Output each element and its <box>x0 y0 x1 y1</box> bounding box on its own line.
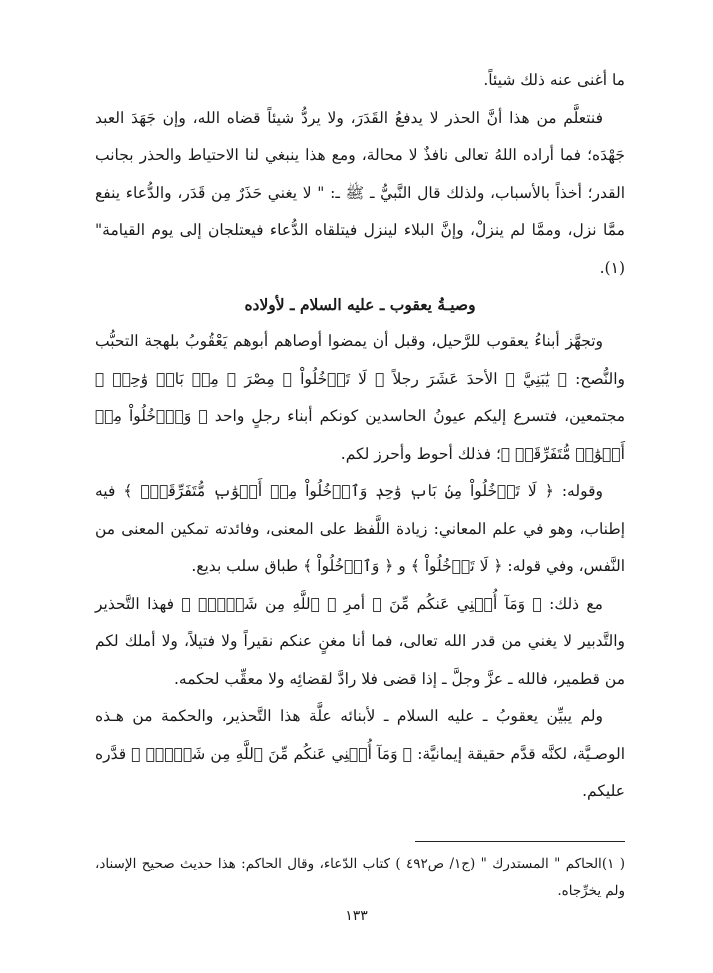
paragraph-decree: مع ذلك: ﴿ وَمَآ أُغۡنِي عَنكُم مِّنَ ﴾ أمرِ ﴿ ٱللَّهِ مِن شَيۡءٍۖ ﴾ فهذا التَّحذير والتَّدبير لا يغني من قدر الله تعالى، فما أنا مغنٍ عنكم نقيراً ولا فتيلاً، ولا أملك لكم من قطمير، فالله ـ عزَّ وجلَّ ـ إذا قضى فلا رادَّ لقضائِه ولا معقِّب لحكمه. <box>95 594 625 688</box>
paragraph-intro: ما أغنى عنه ذلك شيئاً. <box>483 71 625 89</box>
page-number: ١٣٣ <box>345 908 368 924</box>
footnote-divider <box>415 841 625 842</box>
main-text <box>95 62 625 811</box>
section-heading: وصيـةُ يعقوب ـ عليه السلام ـ لأولاده <box>244 295 476 314</box>
paragraph-conclusion: ولم يبيِّن يعقوبُ ـ عليه السلام ـ لأبنائه علَّة هذا التَّحذير، والحكمة من هـذه الوصـيَّة، لكنَّه قدَّم حقيقة إيمانيَّة: ﴿ وَمَآ أُغۡنِي عَنكُم مِّنَ ٱللَّهِ مِن شَيۡءٍۖ ﴾ قدَّره عليكم. <box>95 707 625 800</box>
paragraph-rhetoric: وقوله: ﴿ لَا تَدۡخُلُواْ مِنۢ بَابٖ وَٰحِدٖ وَٱدۡخُلُواْ مِنۡ أَبۡوَٰبٖ مُّتَفَرِّقَةٖۖ ﴾ فيه إطناب، وهو في علم المعاني: زيادة اللَّفظ على المعنى، وفائدته تمكين المعنى من النَّفس، وفي قوله: ﴿ لَا تَدۡخُلُواْ ﴾ و ﴿ وَٱدۡخُلُواْ ﴾ طباق سلب بديع. <box>95 482 625 575</box>
footnote: ( ١)الحاكم " المستدرك " (ج١/ ص٤٩٢ ) كتاب الدّعاء، وقال الحاكم: هذا حديث صحيح الإسناد، ولم يخرِّجاه. <box>95 856 625 899</box>
paragraph-lesson: فنتعلَّم من هذا أنَّ الحذر لا يدفعُ القَدَرَ، ولا يردُّ شيئاً قضاه الله، وإن جَهَدَ العبد جَهْدَه؛ فما أراده اللهُ تعالى نافذٌ لا محالة، ومع هذا ينبغي لنا الاحتياط والحذر بجانب القدر؛ أخذاً بالأسباب، ولذلك قال النَّبيُّ ـ ﷺ ـ: " لا يغني حَذَرٌ مِن قَدَر، والدُّعاء ينفع ممَّا نزل، وممَّا لم ينزلْ، وإنَّ البلاء لينزل فيتلقاه الدُّعاء فيعتلجان إلى يوم القيامة"(١). <box>95 108 625 277</box>
paragraph-advice: وتجهَّز أبناءُ يعقوب للرَّحيل، وقبل أن يمضوا أوصاهم أبوهم يَعْقُوبُ بلهجة التحبُّب والنُّصح: ﴿ يَٰبَنِيَّ ﴾ الأحدَ عَشَرَ رجلاً ﴿ لَا تَدۡخُلُواْ ﴾ مِصْرَ ﴿ مِنۢ بَابٖ وَٰحِدٖ ﴾ مجتمعين، فتسرع إليكم عيونُ الحاسدين كونكم أبناء رجلٍ واحد ﴿ وَٱدۡخُلُواْ مِنۡ أَبۡوَٰبٖ مُّتَفَرِّقَةٖ ﴾؛ فذلك أحوط وأحرز لكم. <box>95 332 625 463</box>
